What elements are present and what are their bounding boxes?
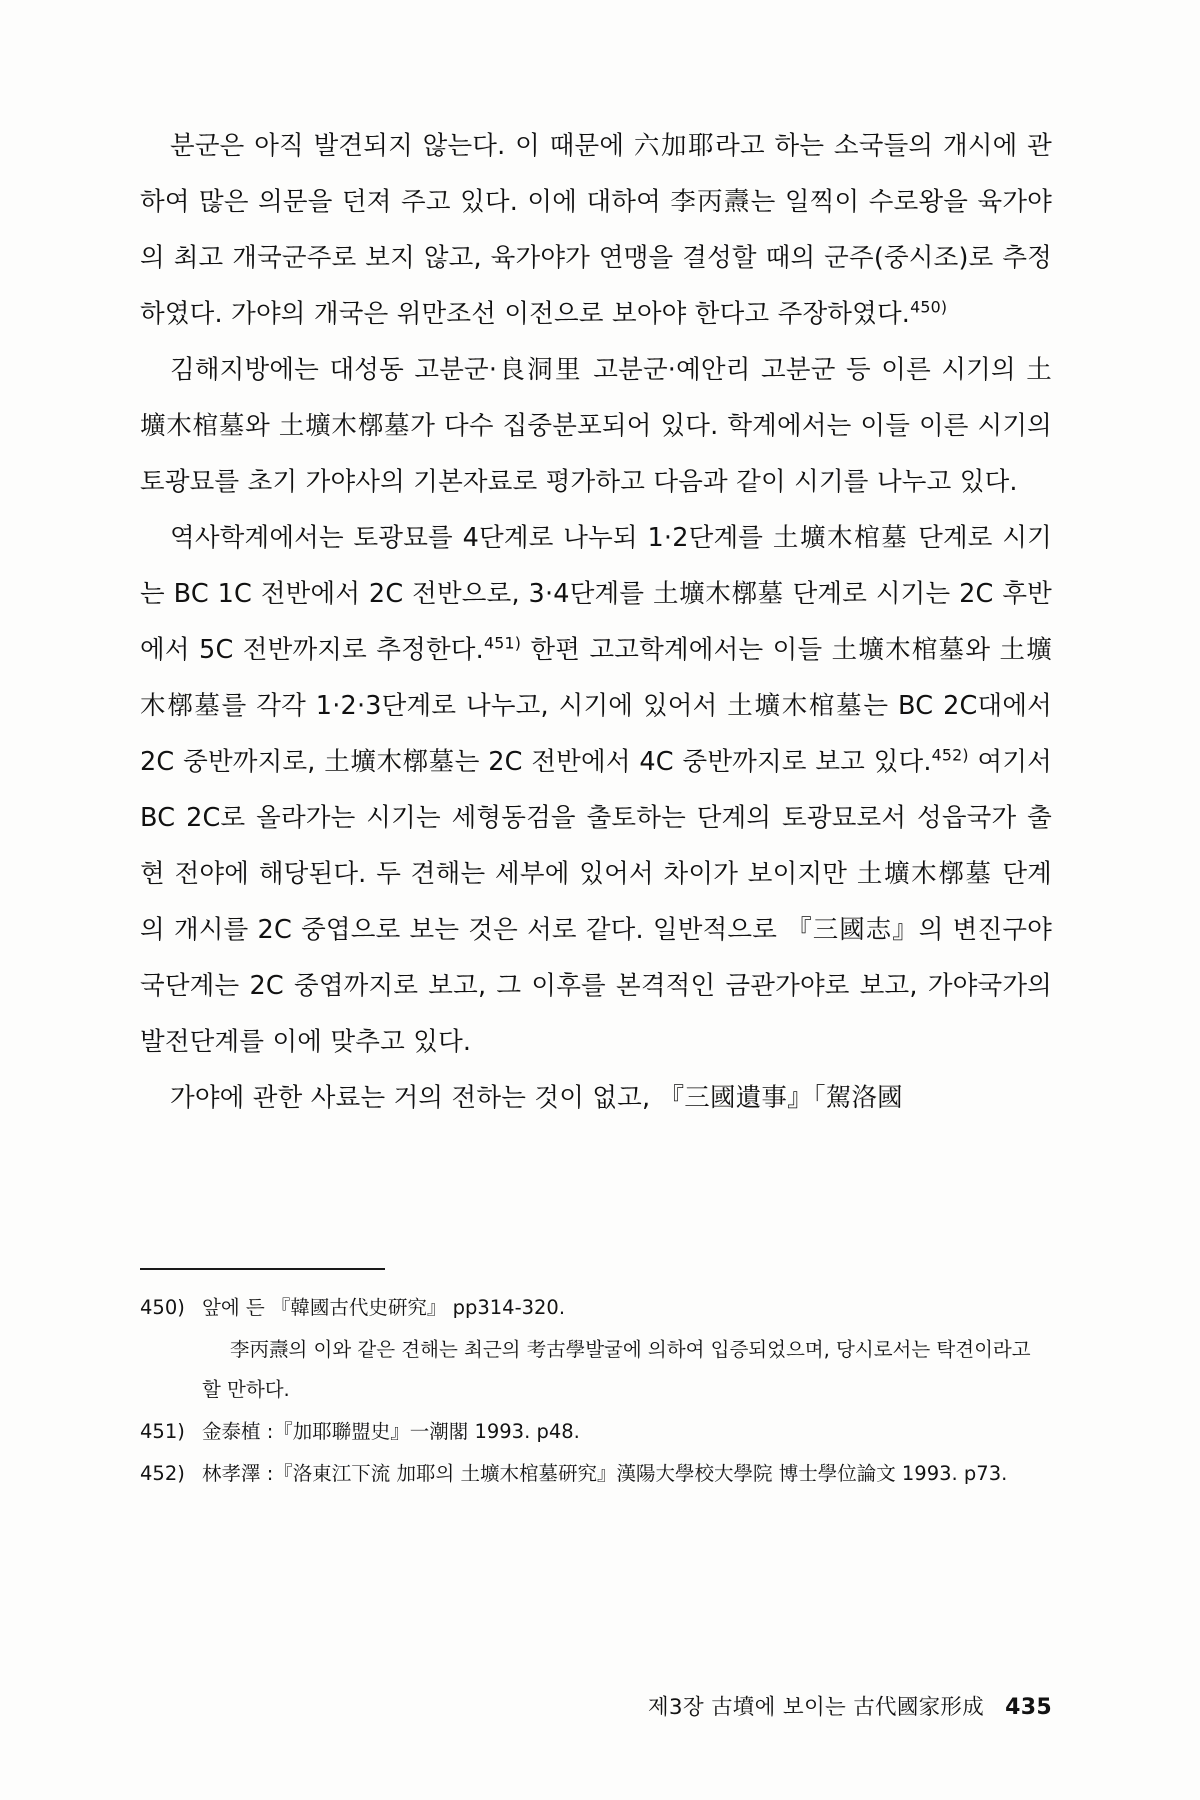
paragraph-3-text: 역사학계에서는 토광묘를 4단계로 나누되 1·2단계를 土壙木棺墓 단계로 시기는 BC 1C 전반에서 2C 전반으로, 3·4단계를 土壙木槨墓 단계로 시기는 2C 후반에서 5C 전반까지로 추정한다.: [140, 523, 1052, 665]
paragraph-3: [140, 510, 1052, 1070]
paragraph-1: [140, 118, 1052, 342]
footnote-450-continuation-text: 李丙燾의 이와 같은 견해는 최근의 考古學발굴에 의하여 입증되었으며, 당시로서는 탁견이라고 할 만하다.: [202, 1338, 1031, 1401]
footnote-452: [140, 1454, 1052, 1494]
paragraph-4-text: 가야에 관한 사료는 거의 전하는 것이 없고, 『三國遺事』「駕洛國: [170, 1083, 903, 1113]
footnotes-block: [140, 1288, 1052, 1496]
footnote-ref-452: 452): [931, 745, 969, 765]
page-footer: [140, 1690, 1052, 1721]
footnote-450-continuation: [140, 1330, 1052, 1410]
page-body: [140, 118, 1052, 1126]
footnote-452-text: 林孝澤 :『洛東江下流 加耶의 土壙木棺墓硏究』漢陽大學校大學院 博士學位論文 1993. p73.: [202, 1462, 1008, 1485]
paragraph-1-text: 분군은 아직 발견되지 않는다. 이 때문에 六加耶라고 하는 소국들의 개시에 관하여 많은 의문을 던져 주고 있다. 이에 대하여 李丙燾는 일찍이 수로왕을 육가야의 최고 개국군주로 보지 않고, 육가야가 연맹을 결성할 때의 군주(중시조)로 추정하였다. 가야의 개국은 위만조선 이전으로 보아야 한다고 주장하였다.: [140, 131, 1052, 329]
paragraph-2: [140, 342, 1052, 510]
paragraph-3-text-cont2: 여기서 BC 2C로 올라가는 시기는 세형동검을 출토하는 단계의 토광묘로서 성읍국가 출현 전야에 해당된다. 두 견해는 세부에 있어서 차이가 보이지만 土壙木槨墓 단계의 개시를 2C 중엽으로 보는 것은 서로 같다. 일반적으로 『三國志』의 변진구야국단계는 2C 중엽까지로 보고, 그 이후를 본격적인 금관가야로 보고, 가야국가의 발전단계를 이에 맞추고 있다.: [140, 747, 1052, 1057]
footnote-451-text: 金泰植 :『加耶聯盟史』一潮閣 1993. p48.: [202, 1420, 580, 1443]
footnote-ref-450: 450): [910, 297, 948, 317]
footnote-divider: [140, 1268, 385, 1270]
paragraph-4: [140, 1070, 1052, 1126]
footnote-451-number: 451): [140, 1420, 185, 1443]
footnote-ref-451: 451): [483, 633, 522, 653]
footnote-450: [140, 1288, 1052, 1328]
footnote-450-text: 앞에 든 『韓國古代史硏究』 pp314-320.: [202, 1296, 566, 1319]
footer-chapter-title: 제3장 古墳에 보이는 古代國家形成: [647, 1695, 985, 1720]
paragraph-3-text-cont: 한편 고고학계에서는 이들 土壙木棺墓와 土壙木槨墓를 각각 1·2·3단계로 나누고, 시기에 있어서 土壙木棺墓는 BC 2C대에서 2C 중반까지로, 土壙木槨墓는 2C 전반에서 4C 중반까지로 보고 있다.: [140, 635, 1052, 777]
footnote-450-number: 450): [140, 1296, 185, 1319]
page-number: 435: [1005, 1695, 1052, 1720]
paragraph-2-text: 김해지방에는 대성동 고분군·良洞里 고분군·예안리 고분군 등 이른 시기의 土壙木棺墓와 土壙木槨墓가 다수 집중분포되어 있다. 학계에서는 이들 이른 시기의 토광묘를 초기 가야사의 기본자료로 평가하고 다음과 같이 시기를 나누고 있다.: [140, 355, 1052, 497]
body-text-block: [140, 118, 1052, 1126]
footnote-451: [140, 1412, 1052, 1452]
footnote-452-number: 452): [140, 1462, 185, 1485]
